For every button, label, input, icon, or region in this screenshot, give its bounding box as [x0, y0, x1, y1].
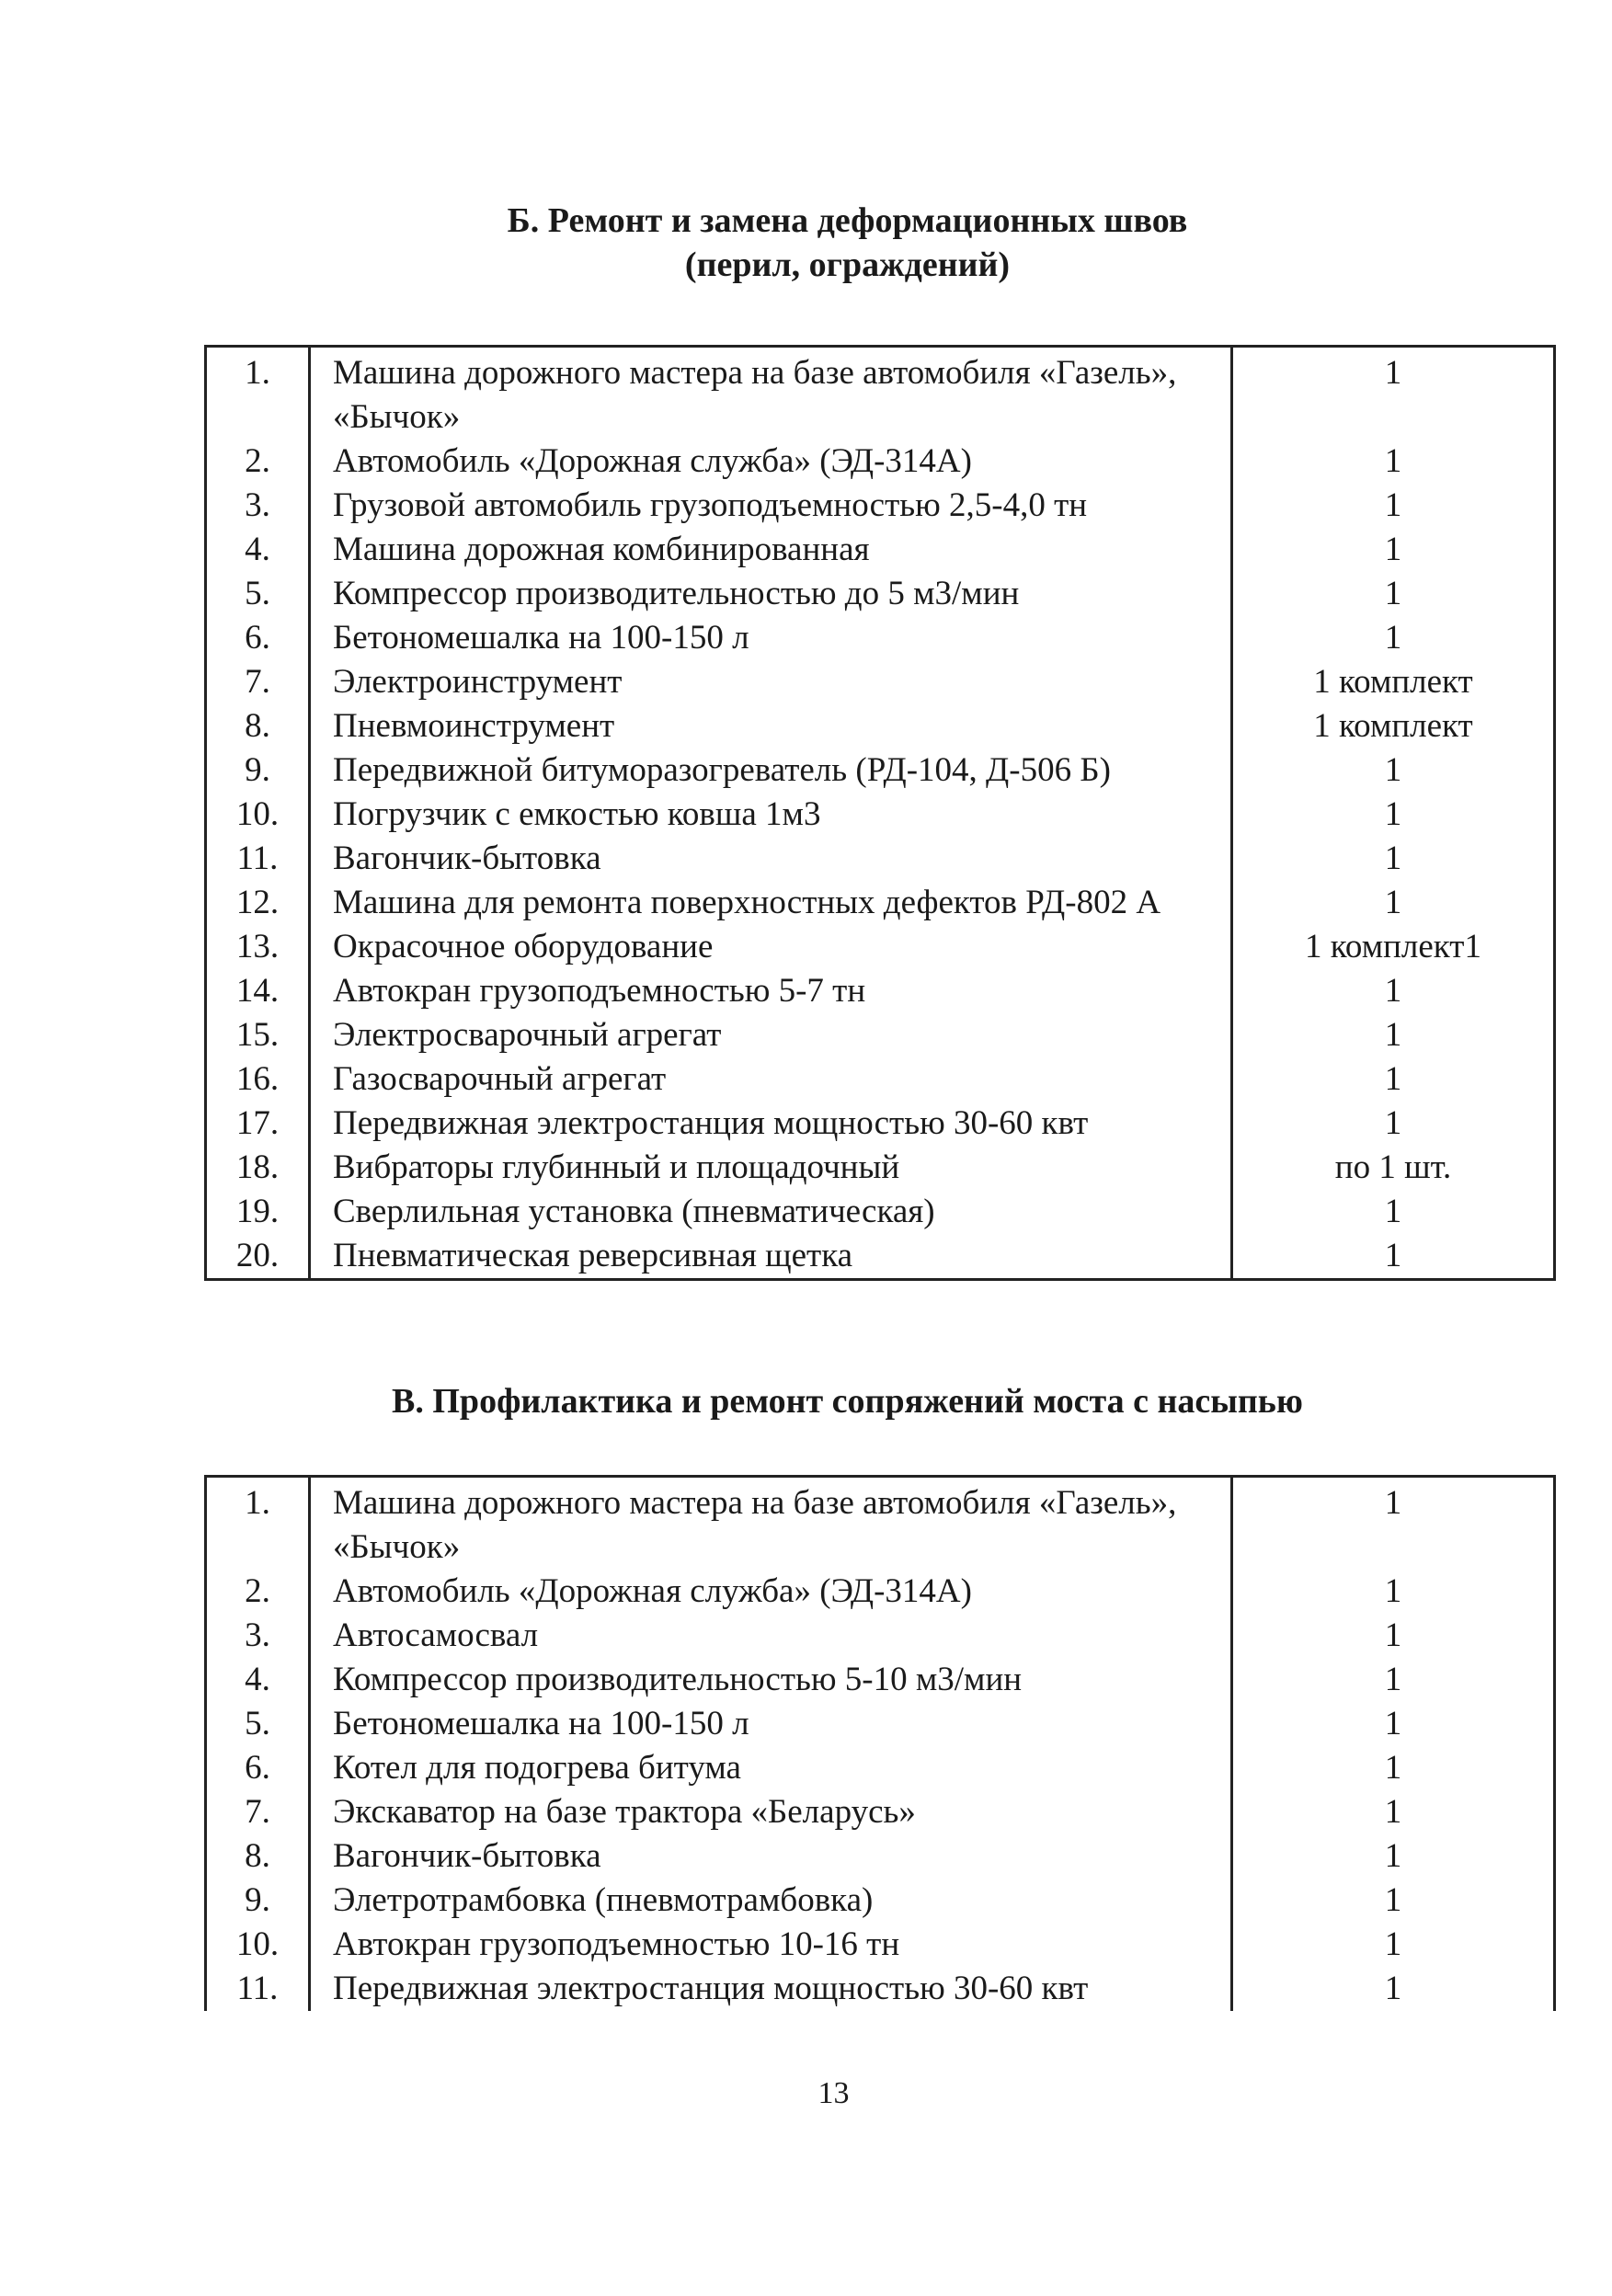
table-row: [206, 748, 1555, 793]
equipment-quantity: 1: [1232, 1967, 1555, 2011]
equipment-name: Компрессор производительностью до 5 м3/мин: [310, 572, 1232, 616]
equipment-name: Автокран грузоподъемностью 10-16 тн: [310, 1923, 1232, 1967]
row-number: 9.: [206, 748, 310, 793]
table-row: [206, 440, 1555, 484]
equipment-name: Пневмоинструмент: [310, 704, 1232, 748]
table-row: [206, 1879, 1555, 1923]
row-number: 3.: [206, 484, 310, 528]
row-number: 1.: [206, 1477, 310, 1571]
table-row: [206, 528, 1555, 572]
equipment-name: Вагончик-бытовка: [310, 1834, 1232, 1879]
equipment-quantity: 1: [1232, 793, 1555, 837]
equipment-name: Погрузчик с емкостью ковша 1м3: [310, 793, 1232, 837]
section-b-table-body: [206, 347, 1555, 1280]
equipment-quantity: 1: [1232, 1477, 1555, 1571]
equipment-name: Вибраторы глубинный и площадочный: [310, 1146, 1232, 1190]
table-row: [206, 1057, 1555, 1102]
row-number: 19.: [206, 1190, 310, 1234]
equipment-name: Элетротрамбовка (пневмотрамбовка): [310, 1879, 1232, 1923]
equipment-quantity: 1: [1232, 1658, 1555, 1702]
equipment-quantity: 1 комплект1: [1232, 925, 1555, 969]
equipment-name: Машина для ремонта поверхностных дефектов РД-802 А: [310, 881, 1232, 925]
table-row: [206, 1146, 1555, 1190]
equipment-quantity: 1: [1232, 837, 1555, 881]
table-row: [206, 881, 1555, 925]
equipment-name: Окрасочное оборудование: [310, 925, 1232, 969]
row-number: 13.: [206, 925, 310, 969]
equipment-name: Бетономешалка на 100-150 л: [310, 1702, 1232, 1746]
equipment-quantity: 1: [1232, 1234, 1555, 1280]
row-number: 4.: [206, 528, 310, 572]
equipment-name: Машина дорожная комбинированная: [310, 528, 1232, 572]
table-row: [206, 1702, 1555, 1746]
row-number: 5.: [206, 1702, 310, 1746]
table-row: [206, 484, 1555, 528]
row-number: 3.: [206, 1614, 310, 1658]
equipment-name: Бетономешалка на 100-150 л: [310, 616, 1232, 660]
table-row: [206, 925, 1555, 969]
equipment-quantity: 1: [1232, 528, 1555, 572]
row-number: 8.: [206, 1834, 310, 1879]
equipment-quantity: 1: [1232, 1834, 1555, 1879]
equipment-name: Передвижная электростанция мощностью 30-60 квт: [310, 1102, 1232, 1146]
table-row: [206, 704, 1555, 748]
equipment-name: Пневматическая реверсивная щетка: [310, 1234, 1232, 1280]
equipment-name: Вагончик-бытовка: [310, 837, 1232, 881]
row-number: 9.: [206, 1879, 310, 1923]
table-row: [206, 1570, 1555, 1614]
equipment-name: Автосамосвал: [310, 1614, 1232, 1658]
row-number: 11.: [206, 837, 310, 881]
row-number: 7.: [206, 1790, 310, 1834]
equipment-quantity: 1: [1232, 572, 1555, 616]
equipment-name: Автомобиль «Дорожная служба» (ЭД-314А): [310, 440, 1232, 484]
equipment-quantity: 1 комплект: [1232, 660, 1555, 704]
row-number: 10.: [206, 793, 310, 837]
table-row: [206, 1790, 1555, 1834]
equipment-name: Автомобиль «Дорожная служба» (ЭД-314А): [310, 1570, 1232, 1614]
row-number: 17.: [206, 1102, 310, 1146]
equipment-quantity: 1: [1232, 1614, 1555, 1658]
section-b-title-line1: Б. Ремонт и замена деформационных швов: [507, 201, 1188, 240]
equipment-name: Сверлильная установка (пневматическая): [310, 1190, 1232, 1234]
table-row: [206, 837, 1555, 881]
table-row: [206, 1834, 1555, 1879]
row-number: 20.: [206, 1234, 310, 1280]
equipment-quantity: 1: [1232, 1790, 1555, 1834]
row-number: 18.: [206, 1146, 310, 1190]
page-number: 13: [817, 2076, 850, 2110]
equipment-name: Котел для подогрева битума: [310, 1746, 1232, 1790]
section-v-table-body: [206, 1477, 1555, 2012]
equipment-quantity: 1: [1232, 1190, 1555, 1234]
row-number: 11.: [206, 1967, 310, 2011]
equipment-name: Грузовой автомобиль грузоподъемностью 2,5-4,0 тн: [310, 484, 1232, 528]
row-number: 1.: [206, 347, 310, 440]
equipment-name: Передвижная электростанция мощностью 30-60 квт: [310, 1967, 1232, 2011]
row-number: 12.: [206, 881, 310, 925]
table-row: [206, 1967, 1555, 2011]
section-b-heading: [0, 199, 1612, 287]
equipment-name: Газосварочный агрегат: [310, 1057, 1232, 1102]
equipment-quantity: 1: [1232, 881, 1555, 925]
row-number: 5.: [206, 572, 310, 616]
row-number: 15.: [206, 1013, 310, 1057]
table-row: [206, 1614, 1555, 1658]
equipment-quantity: 1: [1232, 969, 1555, 1013]
table-row: [206, 660, 1555, 704]
section-b-title-line2: (перил, ограждений): [684, 246, 1011, 284]
row-number: 6.: [206, 616, 310, 660]
equipment-quantity: 1: [1232, 748, 1555, 793]
equipment-quantity: 1: [1232, 1102, 1555, 1146]
table-row: [206, 347, 1555, 440]
row-number: 8.: [206, 704, 310, 748]
table-row: [206, 1234, 1555, 1280]
row-number: 7.: [206, 660, 310, 704]
row-number: 4.: [206, 1658, 310, 1702]
equipment-quantity: 1: [1232, 1057, 1555, 1102]
equipment-quantity: 1: [1232, 616, 1555, 660]
section-v-title: В. Профилактика и ремонт сопряжений моста с насыпью: [392, 1382, 1303, 1421]
equipment-quantity: 1: [1232, 1013, 1555, 1057]
table-row: [206, 1923, 1555, 1967]
table-row: [206, 1477, 1555, 1571]
section-b-equipment-table: [204, 345, 1556, 1281]
table-row: [206, 1746, 1555, 1790]
row-number: 2.: [206, 1570, 310, 1614]
table-row: [206, 572, 1555, 616]
equipment-name: Передвижной битуморазогреватель (РД-104, Д-506 Б): [310, 748, 1232, 793]
row-number: 14.: [206, 969, 310, 1013]
equipment-quantity: 1: [1232, 1570, 1555, 1614]
equipment-quantity: 1 комплект: [1232, 704, 1555, 748]
equipment-quantity: 1: [1232, 1879, 1555, 1923]
row-number: 6.: [206, 1746, 310, 1790]
equipment-quantity: 1: [1232, 484, 1555, 528]
equipment-quantity: 1: [1232, 440, 1555, 484]
equipment-name: Машина дорожного мастера на базе автомобиля «Газель», «Бычок»: [310, 1477, 1232, 1571]
equipment-name: Электросварочный агрегат: [310, 1013, 1232, 1057]
equipment-name: Машина дорожного мастера на базе автомобиля «Газель», «Бычок»: [310, 347, 1232, 440]
equipment-quantity: 1: [1232, 1923, 1555, 1967]
equipment-name: Компрессор производительностью 5-10 м3/мин: [310, 1658, 1232, 1702]
equipment-name: Автокран грузоподъемностью 5-7 тн: [310, 969, 1232, 1013]
table-row: [206, 1190, 1555, 1234]
table-row: [206, 616, 1555, 660]
table-row: [206, 1013, 1555, 1057]
table-row: [206, 1658, 1555, 1702]
equipment-quantity: 1: [1232, 1702, 1555, 1746]
equipment-name: Электроинструмент: [310, 660, 1232, 704]
section-v-heading: [0, 1379, 1612, 1423]
equipment-quantity: по 1 шт.: [1232, 1146, 1555, 1190]
table-row: [206, 1102, 1555, 1146]
row-number: 2.: [206, 440, 310, 484]
row-number: 10.: [206, 1923, 310, 1967]
row-number: 16.: [206, 1057, 310, 1102]
table-row: [206, 793, 1555, 837]
section-v-equipment-table: [204, 1475, 1556, 2011]
equipment-name: Экскаватор на базе трактора «Беларусь»: [310, 1790, 1232, 1834]
equipment-quantity: 1: [1232, 1746, 1555, 1790]
equipment-quantity: 1: [1232, 347, 1555, 440]
table-row: [206, 969, 1555, 1013]
